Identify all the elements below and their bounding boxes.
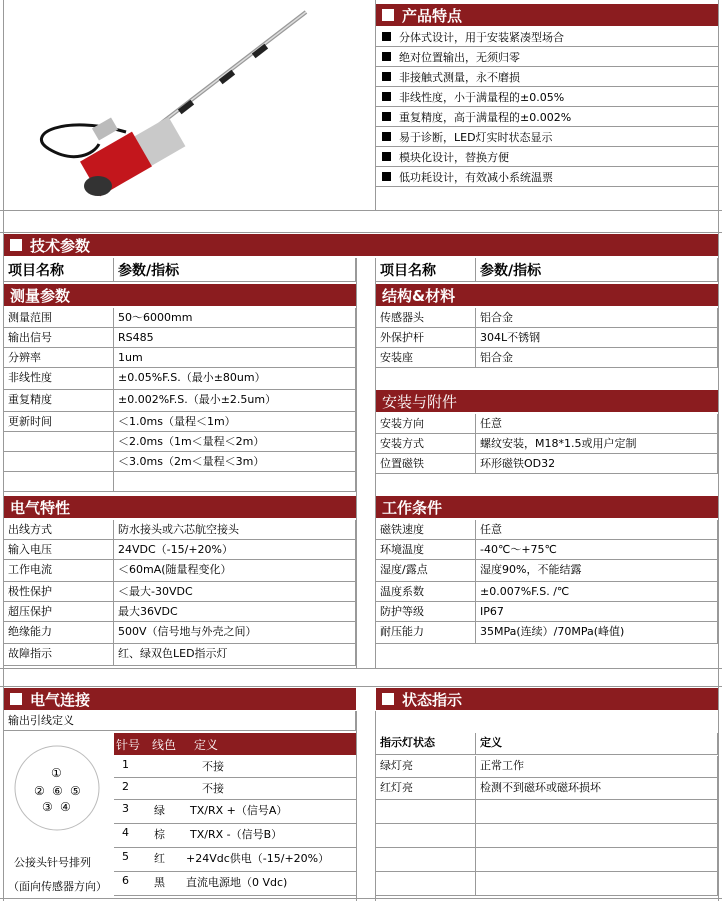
feature-item: 低功耗设计，有效减小系统温票 [376,167,718,187]
conditions-label: 环境温度 [376,540,476,560]
feature-item: 分体式设计，用于安装紧凑型场合 [376,27,718,47]
measure-value: ±0.05%F.S.（最小±80um） [114,368,356,390]
square-bullet-icon [382,32,391,41]
structure-value: 304L不锈钢 [476,328,718,348]
install-title: 安装与附件 [382,392,458,411]
col-header-item-right: 项目名称 [376,258,476,282]
status-title-bar [376,688,718,710]
table-row: 5 红 +24Vdc供电（-15/+20%） [114,848,356,872]
square-bullet-icon [382,52,391,61]
conditions-value: IP67 [476,602,718,622]
col-pin: 针号 [116,737,141,752]
electrical-value: 500V（信号地与外壳之间） [114,622,356,644]
electrical-value: 红、绿双色LED指示灯 [114,644,356,666]
table-row: 2 不接 [114,778,356,800]
electrical-title: 电气特性 [10,498,71,517]
electrical-label: 绝缘能力 [4,622,114,644]
measure-value: 50～6000mm [114,308,356,328]
install-label: 位置磁铁 [376,454,476,474]
pin-label: ④ [60,800,71,814]
pin-label: ⑥ [52,784,63,798]
electrical-value: 最大36VDC [114,602,356,622]
square-bullet-icon [382,9,394,21]
connection-title: 电气连接 [30,690,91,709]
conditions-value: 任意 [476,520,718,540]
measure-value: ＜2.0ms（1m＜量程＜2m） [114,432,356,452]
conditions-value: 湿度90%，不能结露 [476,560,718,582]
connection-title-bar [4,688,356,710]
electrical-value: 防水接头或六芯航空接头 [114,520,356,540]
conditions-value: ±0.007%F.S. /℃ [476,582,718,602]
square-bullet-icon [382,112,391,121]
pin-label: ⑤ [70,784,81,798]
measure-value: ＜3.0ms（2m＜量程＜3m） [114,452,356,472]
electrical-value: ＜最大-30VDC [114,582,356,602]
conditions-value: -40℃～+75℃ [476,540,718,560]
pin-label: ② [34,784,45,798]
measure-title-bar [4,284,356,306]
structure-title-bar [376,284,718,306]
structure-value: 铝合金 [476,308,718,328]
measure-label [4,452,114,472]
measure-value: ±0.002%F.S.（最小±2.5um） [114,390,356,412]
col-header-item-left: 项目名称 [4,258,114,282]
electrical-label: 超压保护 [4,602,114,622]
tech-title-bar [4,234,718,256]
status-label: 红灯亮 [376,778,476,800]
features-title: 产品特点 [402,6,463,25]
square-bullet-icon [382,72,391,81]
install-value: 任意 [476,414,718,434]
install-label: 安装方式 [376,434,476,454]
electrical-label: 故障指示 [4,644,114,666]
feature-item: 重复精度，高于满量程的±0.002% [376,107,718,127]
feature-item: 易于诊断，LED灯实时状态显示 [376,127,718,147]
table-row: 1 不接 [114,756,356,778]
product-image [4,4,356,208]
square-bullet-icon [382,92,391,101]
electrical-label: 极性保护 [4,582,114,602]
electrical-value: 24VDC（-15/+20%） [114,540,356,560]
square-bullet-icon [10,693,22,705]
col-color: 线色 [152,737,177,752]
col-header-param-left: 参数/指标 [114,258,356,282]
structure-label: 安装座 [376,348,476,368]
square-bullet-icon [10,239,22,251]
measure-label: 重复精度 [4,390,114,412]
tech-title: 技术参数 [30,236,91,255]
feature-item: 模块化设计，替换方便 [376,147,718,167]
connection-subtitle: 输出引线定义 [4,711,356,731]
measure-value [114,472,356,492]
features-title-bar [376,4,718,26]
square-bullet-icon [382,132,391,141]
feature-item: 绝对位置输出，无须归零 [376,47,718,67]
measure-label: 非线性度 [4,368,114,390]
status-col-state: 指示灯状态 [376,733,476,755]
pin-label: ③ [42,800,53,814]
status-value: 检测不到磁环或磁环损坏 [476,778,718,800]
measure-value: 1um [114,348,356,368]
electrical-value: ＜60mA(随量程变化） [114,560,356,582]
conditions-title: 工作条件 [382,498,443,517]
connector-label-1: 公接头针号排列 [14,856,91,869]
measure-label: 测量范围 [4,308,114,328]
pin-table-header [114,733,356,755]
square-bullet-icon [382,152,391,161]
status-value: 正常工作 [476,756,718,778]
structure-label: 传感器头 [376,308,476,328]
status-col-def: 定义 [476,733,718,755]
status-title: 状态指示 [402,690,463,709]
col-header-param-right: 参数/指标 [476,258,718,282]
measure-value: RS485 [114,328,356,348]
measure-label [4,472,114,492]
electrical-title-bar [4,496,356,518]
pin-label: ① [51,766,62,780]
install-title-bar [376,390,718,412]
measure-title: 测量参数 [10,286,71,305]
measure-label: 分辨率 [4,348,114,368]
structure-label: 外保护杆 [376,328,476,348]
conditions-label: 磁铁速度 [376,520,476,540]
table-row: 3 绿 TX/RX +（信号A） [114,800,356,824]
conditions-label: 耐压能力 [376,622,476,644]
install-value: 螺纹安装，M18*1.5或用户定制 [476,434,718,454]
measure-label: 输出信号 [4,328,114,348]
conditions-value: 35MPa(连续）/70MPa(峰值) [476,622,718,644]
electrical-label: 输入电压 [4,540,114,560]
electrical-label: 出线方式 [4,520,114,540]
electrical-label: 工作电流 [4,560,114,582]
conditions-title-bar [376,496,718,518]
square-bullet-icon [382,693,394,705]
square-bullet-icon [382,172,391,181]
status-label: 绿灯亮 [376,756,476,778]
connector-diagram [4,732,114,848]
col-def: 定义 [194,737,219,752]
measure-label: 更新时间 [4,412,114,432]
table-row: 6 黑 直流电源地（0 Vdc) [114,872,356,896]
measure-value: ＜1.0ms（量程＜1m） [114,412,356,432]
feature-item: 非接触式测量，永不磨损 [376,67,718,87]
connector-label-2: （面向传感器方向） [8,880,107,893]
structure-title: 结构&材料 [382,286,456,305]
structure-value: 铝合金 [476,348,718,368]
install-label: 安装方向 [376,414,476,434]
conditions-label: 湿度/露点 [376,560,476,582]
conditions-label: 温度系数 [376,582,476,602]
measure-label [4,432,114,452]
install-value: 环形磁铁OD32 [476,454,718,474]
table-row: 4 棕 TX/RX -（信号B） [114,824,356,848]
feature-item: 非线性度，小于满量程的±0.05% [376,87,718,107]
conditions-label: 防护等级 [376,602,476,622]
